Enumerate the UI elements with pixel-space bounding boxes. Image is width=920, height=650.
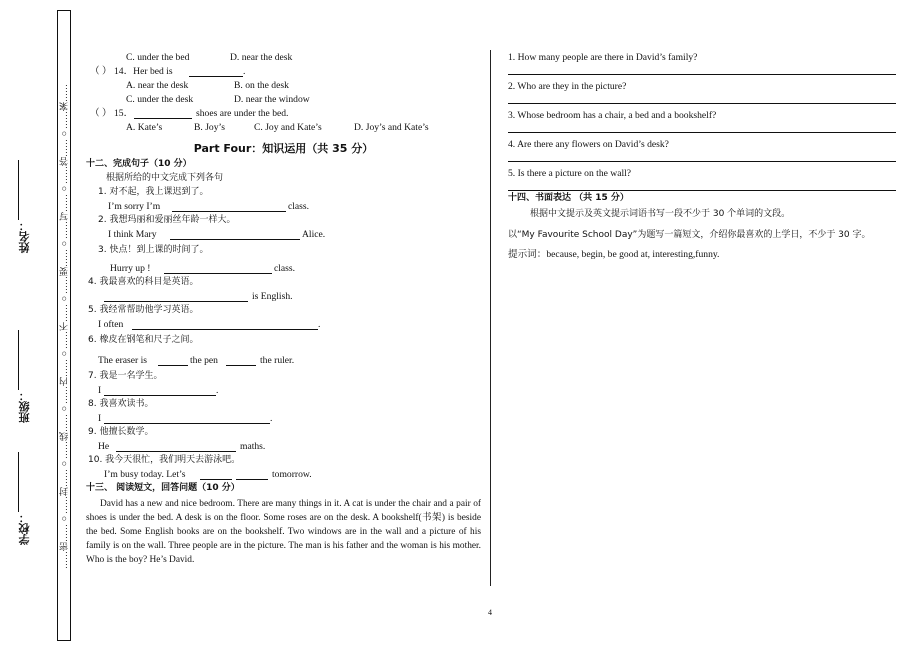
question-text: 4. Are there any flowers on David’s desk? <box>508 139 669 150</box>
q14-stem: （ ） 14．Her bed is . <box>90 66 246 77</box>
s12-item-blank[interactable] <box>132 319 318 330</box>
section-14-heading: 十四、书面表达 （共 15 分） <box>508 193 629 203</box>
part-four-title: Part Four：知识运用（共 35 分） <box>193 142 374 155</box>
s12-item-blank[interactable] <box>172 201 286 212</box>
s12-item-en: I . <box>98 385 219 397</box>
answer-line[interactable] <box>508 124 896 133</box>
answer-line[interactable] <box>508 182 896 191</box>
q15-stem: （ ） 15． shoes are under the bed. <box>90 108 289 119</box>
s12-item-en: I’m sorry I’m class. <box>108 201 310 213</box>
s12-item-blank[interactable] <box>226 355 256 366</box>
s12-item-cn: 10. 我今天很忙，我们明天去游泳吧。 <box>88 455 241 466</box>
question-text: 5. Is there a picture on the wall? <box>508 168 632 179</box>
answer-line[interactable] <box>508 66 896 75</box>
s12-item-blank[interactable] <box>104 413 270 424</box>
s12-item-blank[interactable] <box>200 469 232 480</box>
section-14-hint: 提示词：because, begin, be good at, interesting,funny. <box>508 249 720 260</box>
section-14-task: 以“My Favourite School Day”为题写一篇短文，介绍你最喜欢的上学日，不少于 30 字。 <box>508 230 871 240</box>
school-label: 学校： <box>18 452 48 545</box>
s12-item-en: The eraser is the pen the ruler. <box>98 355 295 367</box>
seal-frame <box>57 10 71 641</box>
question-text: 2. Who are they in the picture? <box>508 81 627 92</box>
s12-item-blank[interactable] <box>170 229 300 240</box>
name-label: 姓名： <box>18 160 48 253</box>
s12-item-blank[interactable] <box>236 469 268 480</box>
s12-item-cn: 2. 我想玛丽和爱丽丝年龄一样大。 <box>98 215 236 226</box>
s12-item-cn: 8. 我喜欢读书。 <box>88 399 154 410</box>
s12-item-cn: 9. 他擅长数学。 <box>88 427 154 438</box>
s12-item-cn: 1. 对不起，我上课迟到了。 <box>98 187 209 198</box>
question-block <box>508 168 896 191</box>
section-12-instruction: 根据所给的中文完成下列各句 <box>106 173 224 184</box>
question-block <box>508 52 896 75</box>
question-text: 3. Whose bedroom has a chair, a bed and a bookshelf? <box>508 110 717 121</box>
s12-item-en: I . <box>98 413 273 425</box>
s12-item-cn: 4. 我最喜欢的科目是英语。 <box>88 277 199 288</box>
s12-item-en: I’m busy today. Let’s tomorrow. <box>104 469 312 481</box>
answer-line[interactable] <box>508 153 896 162</box>
binding-margin <box>2 0 78 650</box>
section-13-heading: 十三、 阅读短文，回答问题（10 分） <box>86 483 240 494</box>
s12-item-en: He maths. <box>98 441 266 453</box>
question-block <box>508 81 896 104</box>
s12-item-blank[interactable] <box>104 385 216 396</box>
seal-line-text: ……密……○……封……○……线……○……内……○……不……○……要……○……写……○……答……○……案…… <box>59 84 69 569</box>
s12-item-cn: 6. 橡皮在钢笔和尺子之间。 <box>88 335 199 346</box>
section-12-heading: 十二、完成句子（10 分） <box>86 159 192 170</box>
reading-passage: David has a new and nice bedroom. There are many things in it. A cat is under the chair and a pair of shoes is under the bed. A desk is on the floor. Some roses are on the desk. A bookshelf(书架) is beside the bed. Some English books are on the bookshelf. Two windows are in the wall and a picture of his family is on the wall. Three people are in the picture. The man is his father and the woman is his mother. Who is the boy? He’s David. <box>86 499 481 566</box>
s12-item-en: Hurry up ! class. <box>110 263 296 275</box>
class-label: 班级： <box>18 330 48 423</box>
column-divider <box>490 50 491 586</box>
s12-item-blank[interactable] <box>158 355 188 366</box>
class-blank[interactable] <box>19 330 20 390</box>
question-text: 1. How many people are there in David’s family? <box>508 52 698 63</box>
s12-item-blank[interactable] <box>116 441 236 452</box>
q15-options: A. Kate’s B. Joy’s C. Joy and Kate’s D. Joy’s and Kate’s <box>126 122 429 133</box>
q13-options-cd: C. under the bed D. near the desk <box>126 52 293 63</box>
s12-item-cn: 3. 快点！到上课的时间了。 <box>98 245 209 256</box>
q14-options-cd: C. under the desk D. near the window <box>126 94 310 105</box>
school-blank[interactable] <box>19 452 20 512</box>
answer-line[interactable] <box>508 95 896 104</box>
s12-item-cn: 5. 我经常帮助他学习英语。 <box>88 305 199 316</box>
s12-item-blank[interactable] <box>164 263 272 274</box>
right-column <box>508 52 896 263</box>
left-column <box>86 52 481 567</box>
question-block <box>508 139 896 162</box>
s12-item-blank[interactable] <box>104 291 248 302</box>
question-block <box>508 110 896 133</box>
q14-options-ab: A. near the desk B. on the desk <box>126 80 289 91</box>
section-14-instruction: 根据中文提示及英文提示词语书写一段不少于 30 个单词的文段。 <box>530 209 791 219</box>
q14-blank[interactable] <box>189 66 243 77</box>
name-blank[interactable] <box>19 160 20 220</box>
s12-item-cn: 7. 我是一名学生。 <box>88 371 163 382</box>
s12-item-en: I think Mary Alice. <box>108 229 326 241</box>
s12-item-en: is English. <box>86 291 481 305</box>
q15-blank[interactable] <box>134 108 192 119</box>
page-number: 4 <box>488 608 492 617</box>
s12-item-en: I often . <box>98 319 321 331</box>
